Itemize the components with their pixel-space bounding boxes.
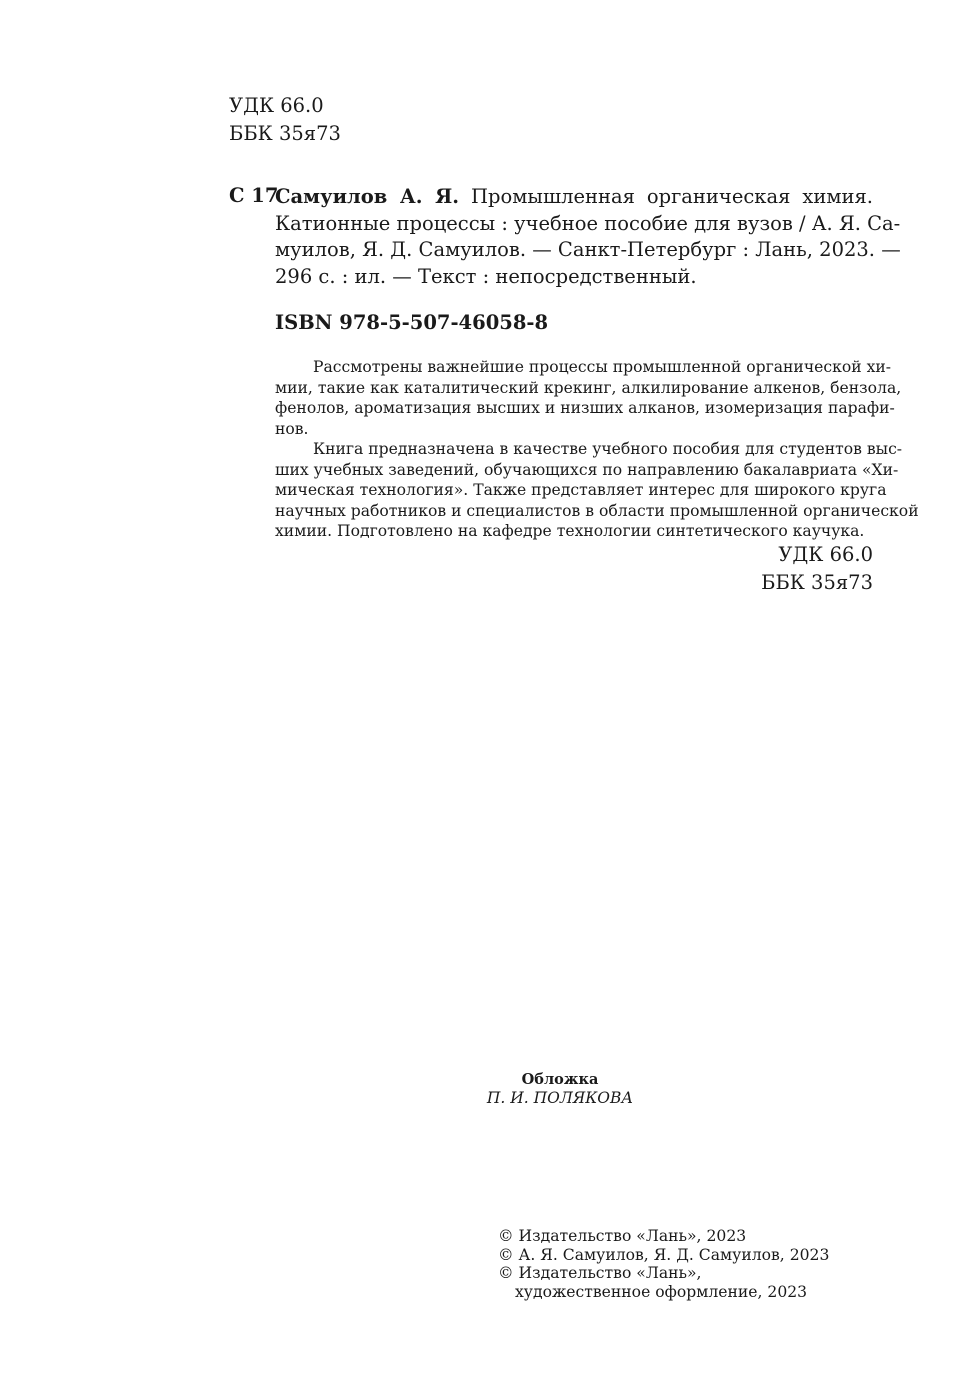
bibliographic-record [275,184,901,290]
copyright-block [498,1227,829,1301]
udk-code: УДК 66.0 [229,94,324,117]
abstract-line: химии. Подготовлено на кафедре технологии синтетического каучука. [275,522,865,540]
cover-credit [460,1071,660,1107]
biblio-line-4: 296 с. : ил. — Текст : непосредственный. [275,264,697,288]
copyright-line: художественное оформление, 2023 [515,1282,808,1301]
copyright-line: © Издательство «Лань», [498,1264,702,1282]
abstract-line: Рассмотрены важнейшие процессы промышленной органической хи- [313,358,892,376]
bbk-code: ББК 35я73 [229,122,341,145]
cover-designer-name: П. И. ПОЛЯКОВА [486,1089,634,1107]
author-mark: С 17 [229,184,279,207]
abstract-line: мическая технология». Также представляет интерес для широкого круга [275,481,887,499]
bbk-code: ББК 35я73 [761,571,873,594]
abstract-line: фенолов, ароматизация высших и низших алканов, изомеризация парафи- [275,399,895,417]
copyright-line: © А. Я. Самуилов, Я. Д. Самуилов, 2023 [498,1245,830,1264]
biblio-line-2: Катионные процессы : учебное пособие для вузов / А. Я. Са- [275,211,901,235]
abstract [275,357,919,542]
cover-credit-title: Обложка [521,1071,599,1088]
biblio-line-3: муилов, Я. Д. Самуилов. — Санкт-Петербург : Лань, 2023. — [275,238,901,261]
book-title: Промышленная органическая химия. [459,185,873,208]
udk-code: УДК 66.0 [778,543,873,566]
abstract-line: нов. [275,419,309,438]
abstract-line: ших учебных заведений, обучающихся по направлению бакалавриата «Хи- [275,460,899,479]
classification-codes-bottom [720,541,873,597]
classification-codes-top [229,92,341,148]
copyright-line: © Издательство «Лань», 2023 [498,1227,747,1245]
abstract-line: Книга предназначена в качестве учебного пособия для студентов выс- [313,440,903,458]
abstract-line: мии, такие как каталитический крекинг, алкилирование алкенов, бензола, [275,378,902,397]
isbn: ISBN 978-5-507-46058-8 [275,311,549,334]
author-name: Самуилов А. Я. [275,185,460,208]
biblio-line-1 [275,184,873,211]
abstract-line: научных работников и специалистов в области промышленной органической [275,501,919,520]
